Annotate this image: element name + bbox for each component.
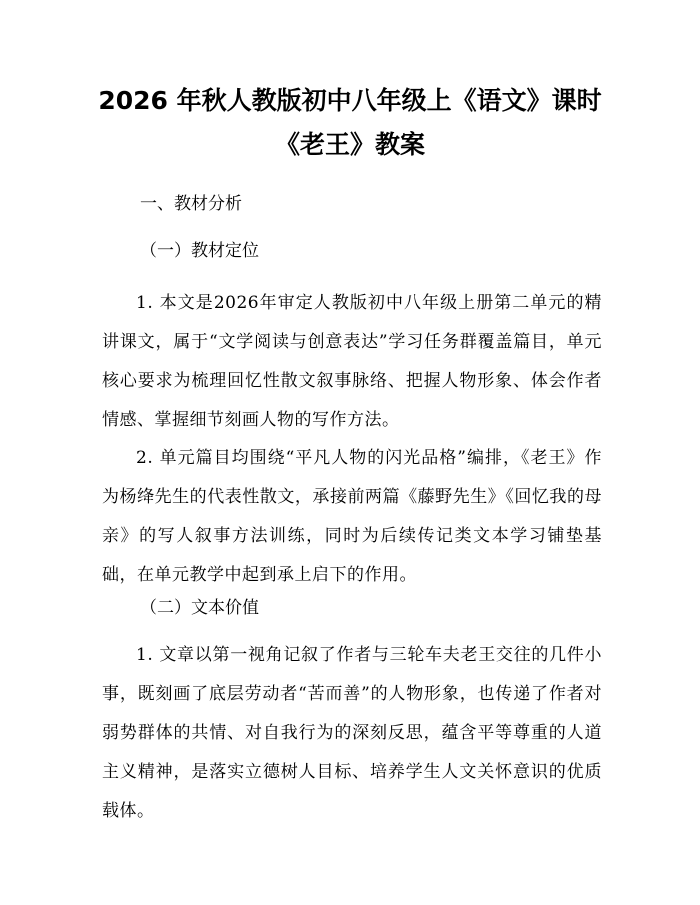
document-title-line-2: 《老王》教案	[274, 130, 425, 159]
document-title-line-1: 2026 年秋人教版初中八年级上《语文》课时	[98, 86, 602, 115]
subsection-heading-text-value: （二）文本价值	[140, 598, 259, 618]
paragraph-2: 2. 单元篇目均围绕“平凡人物的闪光品格”编排，《老王》作为杨绛先生的代表性散文，承接前两篇《藤野先生》《回忆我的母亲》的写人叙事方法训练，同时为后续传记类文本学习铺垫基础，在单元教学中起到承上启下的作用。	[102, 448, 602, 585]
paragraph-1: 1. 本文是2026年审定人教版初中八年级上册第二单元的精讲课文，属于“文学阅读与创意表达”学习任务群覆盖篇目，单元核心要求为梳理回忆性散文叙事脉络、把握人物形象、体会作者情感、掌握细节刻画人物的写作方法。	[102, 293, 602, 430]
section-heading-textbook-analysis: 一、教材分析	[140, 194, 242, 214]
paragraph-3: 1. 文章以第一视角记叙了作者与三轮车夫老王交往的几件小事，既刻画了底层劳动者“苦而善”的人物形象，也传递了作者对弱势群体的共情、对自我行为的深刻反思，蕴含平等尊重的人道主义精神，是落实立德树人目标、培养学生人文关怀意识的优质载体。	[102, 645, 602, 821]
subsection-heading-textbook-position: （一）教材定位	[140, 241, 259, 261]
